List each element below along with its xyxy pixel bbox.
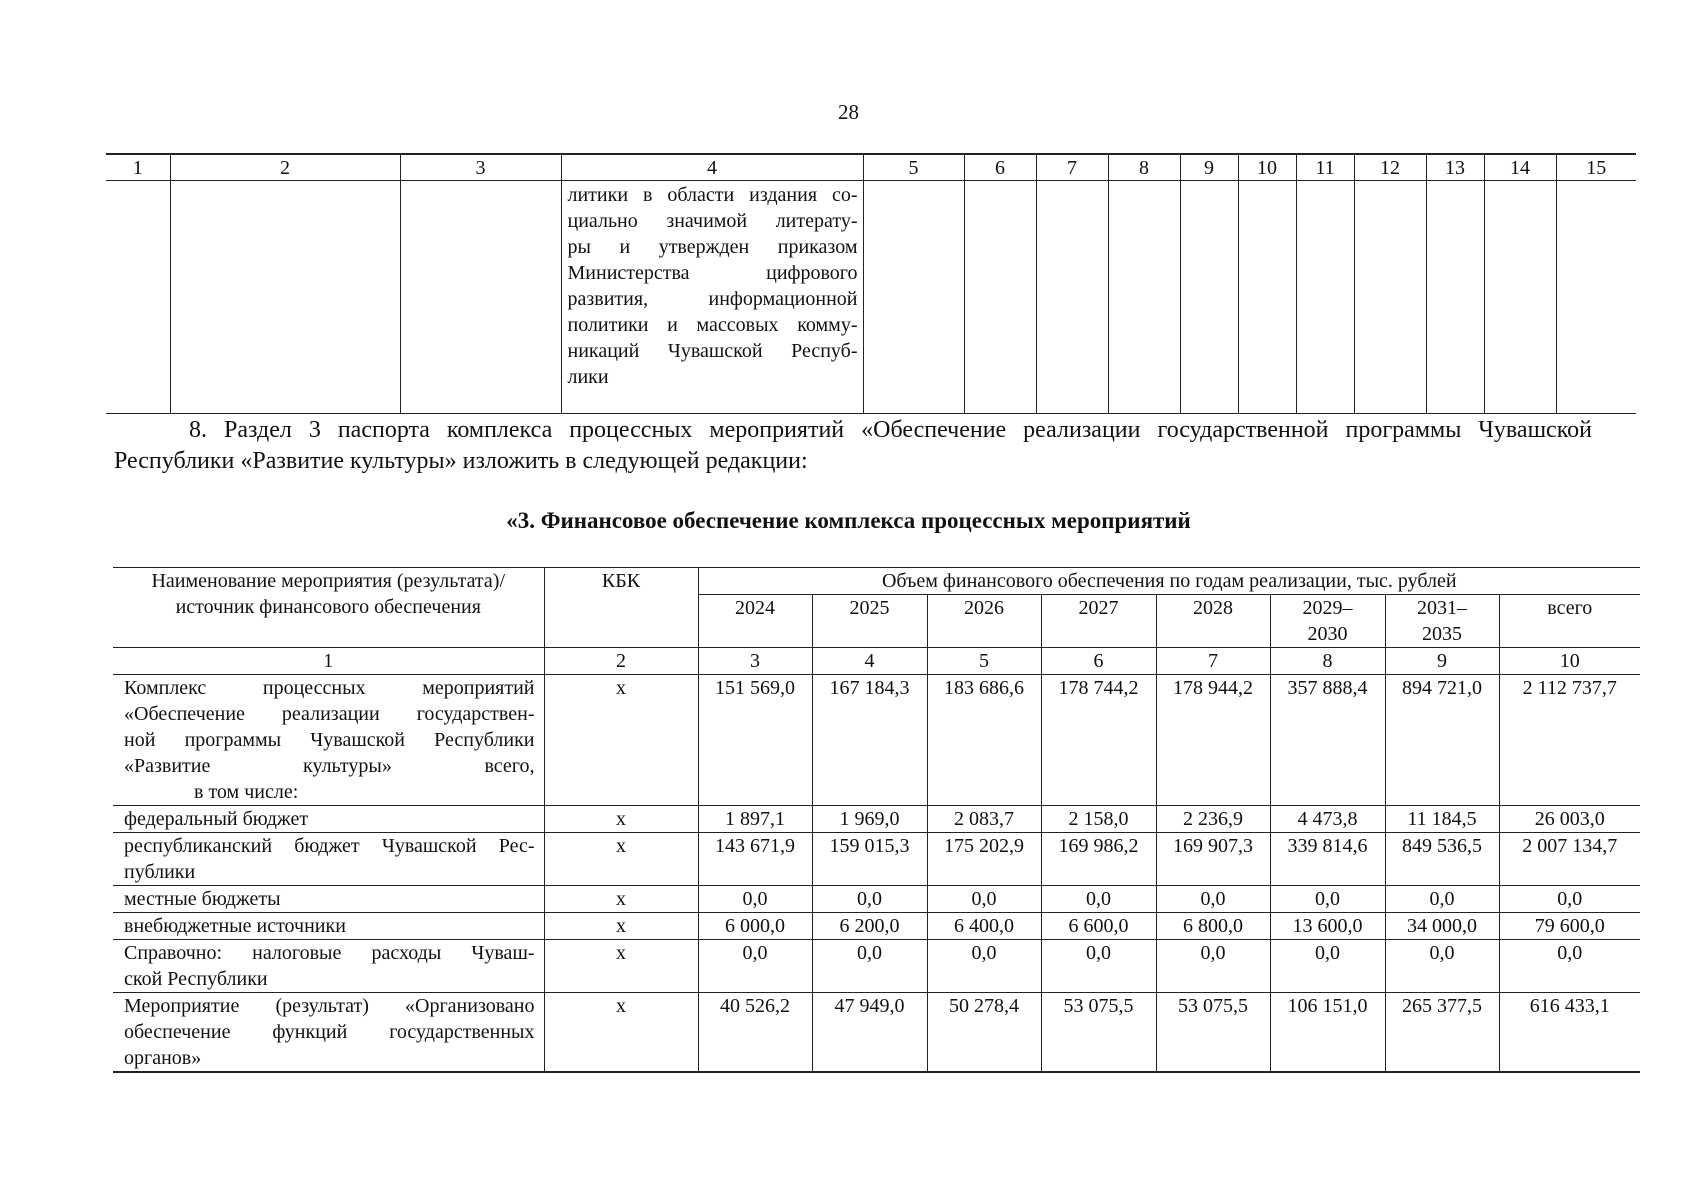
table-row — [113, 993, 1640, 1073]
value-cell: 6 000,0 — [698, 913, 812, 940]
value-cell: 169 907,3 — [1156, 833, 1270, 886]
row-name-cell — [113, 940, 544, 993]
value-cell: 357 888,4 — [1270, 675, 1385, 806]
year-header — [1041, 595, 1156, 648]
header-kbk-column: КБК — [544, 568, 698, 648]
table-cell — [1238, 181, 1296, 414]
value-cell: 2 158,0 — [1041, 806, 1156, 833]
table-row — [106, 181, 1636, 414]
table-row — [113, 913, 1640, 940]
text-line: федеральный бюджет — [124, 808, 309, 830]
text-line: «Развитие культуры» всего, — [124, 755, 535, 777]
table-cell — [1108, 181, 1180, 414]
value-cell: 265 377,5 — [1385, 993, 1499, 1073]
row-name-cell — [113, 993, 544, 1073]
value-cell: 167 184,3 — [812, 675, 927, 806]
table-row — [113, 806, 1640, 833]
column-number: 7 — [1156, 648, 1270, 675]
column-number-row — [113, 648, 1640, 675]
value-cell: 79 600,0 — [1499, 913, 1640, 940]
year-label: 2029– — [1302, 597, 1353, 619]
year-label: 2026 — [964, 597, 1004, 619]
text-line: внебюджетные источники — [124, 915, 346, 937]
finance-table — [113, 567, 1640, 1073]
year-label: всего — [1547, 597, 1593, 619]
year-header — [1156, 595, 1270, 648]
text-line: ской Республики — [124, 968, 268, 990]
value-cell: 50 278,4 — [927, 993, 1041, 1073]
column-number: 1 — [106, 154, 170, 181]
value-cell: 13 600,0 — [1270, 913, 1385, 940]
text-line: местные бюджеты — [124, 888, 281, 910]
column-number: 10 — [1238, 154, 1296, 181]
text-line: политики и массовых комму- — [567, 314, 858, 336]
amendment-paragraph: 8. Раздел 3 паспорта комплекса процессных мероприятий «Обеспечение реализации государственной программы Чувашской Республики «Развитие культуры» изложить в следующей редакции: — [114, 417, 1592, 474]
year-label: 2024 — [735, 597, 775, 619]
text-line: Комплекс процессных мероприятий — [124, 677, 535, 699]
value-cell: 0,0 — [1270, 886, 1385, 913]
value-cell: 151 569,0 — [698, 675, 812, 806]
measure-description-cell — [561, 181, 863, 414]
text-line: органов» — [124, 1047, 202, 1069]
page-number: 28 — [838, 100, 859, 124]
text-line: в том числе: — [194, 781, 299, 803]
value-cell: 894 721,0 — [1385, 675, 1499, 806]
value-cell: 0,0 — [1156, 886, 1270, 913]
value-cell: 6 800,0 — [1156, 913, 1270, 940]
column-number: 7 — [1036, 154, 1108, 181]
column-number: 11 — [1296, 154, 1354, 181]
year-header — [812, 595, 927, 648]
year-header — [698, 595, 812, 648]
kbk-cell: x — [544, 886, 698, 913]
kbk-cell: x — [544, 913, 698, 940]
value-cell: 0,0 — [1385, 940, 1499, 993]
value-cell: 616 433,1 — [1499, 993, 1640, 1073]
column-number: 4 — [812, 648, 927, 675]
column-number: 6 — [964, 154, 1036, 181]
table-cell — [1354, 181, 1426, 414]
value-cell: 47 949,0 — [812, 993, 927, 1073]
table-row — [113, 675, 1640, 806]
value-cell: 53 075,5 — [1041, 993, 1156, 1073]
value-cell: 0,0 — [1499, 886, 1640, 913]
header-volume-group: Объем финансового обеспечения по годам реализации, тыс. рублей — [698, 568, 1640, 595]
value-cell: 0,0 — [1041, 940, 1156, 993]
table-row — [113, 886, 1640, 913]
text-line: публики — [124, 861, 196, 883]
value-cell: 0,0 — [927, 940, 1041, 993]
value-cell: 34 000,0 — [1385, 913, 1499, 940]
column-number: 4 — [561, 154, 863, 181]
value-cell: 11 184,5 — [1385, 806, 1499, 833]
table-cell — [106, 181, 170, 414]
text-line: ры и утвержден приказом — [567, 236, 858, 258]
column-number: 12 — [1354, 154, 1426, 181]
value-cell: 40 526,2 — [698, 993, 812, 1073]
header-row — [113, 568, 1640, 595]
text-line: литики в области издания со- — [567, 184, 858, 206]
row-name-cell — [113, 886, 544, 913]
value-cell: 0,0 — [927, 886, 1041, 913]
year-header — [1499, 595, 1640, 648]
value-cell: 0,0 — [812, 940, 927, 993]
value-cell: 6 600,0 — [1041, 913, 1156, 940]
text-line: ной программы Чувашской Республики — [124, 729, 535, 751]
kbk-cell: x — [544, 675, 698, 806]
value-cell: 183 686,6 — [927, 675, 1041, 806]
column-number: 9 — [1180, 154, 1238, 181]
row-name-cell — [113, 913, 544, 940]
column-number: 14 — [1484, 154, 1556, 181]
value-cell: 178 944,2 — [1156, 675, 1270, 806]
value-cell: 0,0 — [1499, 940, 1640, 993]
value-cell: 2 007 134,7 — [1499, 833, 1640, 886]
year-label-cont: 2035 — [1422, 623, 1462, 645]
table-cell — [1426, 181, 1484, 414]
year-header — [1270, 595, 1385, 648]
text-line: лики — [567, 366, 609, 388]
value-cell: 6 200,0 — [812, 913, 927, 940]
value-cell: 0,0 — [1385, 886, 1499, 913]
year-header — [927, 595, 1041, 648]
value-cell: 2 236,9 — [1156, 806, 1270, 833]
year-header — [1385, 595, 1499, 648]
kbk-cell: x — [544, 806, 698, 833]
text-line: циально значимой литерату- — [567, 210, 858, 232]
value-cell: 178 744,2 — [1041, 675, 1156, 806]
column-number: 8 — [1270, 648, 1385, 675]
text-line: Справочно: налоговые расходы Чуваш- — [124, 942, 535, 964]
header-name-column: Наименование мероприятия (результата)/источник финансового обеспечения — [113, 568, 544, 648]
value-cell: 4 473,8 — [1270, 806, 1385, 833]
text-line: Мероприятие (результат) «Организовано — [124, 995, 535, 1017]
column-number: 9 — [1385, 648, 1499, 675]
value-cell: 0,0 — [698, 940, 812, 993]
value-cell: 0,0 — [1270, 940, 1385, 993]
value-cell: 26 003,0 — [1499, 806, 1640, 833]
text-line: развития, информационной — [567, 288, 858, 310]
year-label: 2028 — [1193, 597, 1233, 619]
table-cell — [170, 181, 400, 414]
year-label: 2031– — [1417, 597, 1467, 619]
value-cell: 53 075,5 — [1156, 993, 1270, 1073]
value-cell: 2 112 737,7 — [1499, 675, 1640, 806]
value-cell: 1 897,1 — [698, 806, 812, 833]
column-number: 3 — [400, 154, 561, 181]
table-cell — [400, 181, 561, 414]
column-number: 3 — [698, 648, 812, 675]
row-name-cell — [113, 675, 544, 806]
value-cell: 143 671,9 — [698, 833, 812, 886]
row-name-cell — [113, 833, 544, 886]
value-cell: 1 969,0 — [812, 806, 927, 833]
kbk-cell: x — [544, 833, 698, 886]
table-cell — [1036, 181, 1108, 414]
column-number: 13 — [1426, 154, 1484, 181]
continuation-table — [106, 153, 1636, 414]
column-number: 2 — [170, 154, 400, 181]
column-number: 6 — [1041, 648, 1156, 675]
column-number: 1 — [113, 648, 544, 675]
column-number: 5 — [927, 648, 1041, 675]
column-number: 8 — [1108, 154, 1180, 181]
value-cell: 0,0 — [1156, 940, 1270, 993]
year-label: 2025 — [849, 597, 890, 619]
table-cell — [964, 181, 1036, 414]
column-number: 10 — [1499, 648, 1640, 675]
year-label: 2027 — [1078, 597, 1119, 619]
column-number: 15 — [1556, 154, 1636, 181]
text-line: никаций Чувашской Респуб- — [567, 340, 858, 362]
table-row — [113, 833, 1640, 886]
value-cell: 0,0 — [1041, 886, 1156, 913]
text-line: обеспечение функций государственных — [124, 1021, 535, 1043]
section-title: «3. Финансовое обеспечение комплекса процессных мероприятий — [506, 508, 1191, 533]
value-cell: 6 400,0 — [927, 913, 1041, 940]
value-cell: 169 986,2 — [1041, 833, 1156, 886]
value-cell: 2 083,7 — [927, 806, 1041, 833]
value-cell: 849 536,5 — [1385, 833, 1499, 886]
table-cell — [1484, 181, 1556, 414]
table-row — [113, 940, 1640, 993]
column-number: 5 — [863, 154, 964, 181]
value-cell: 0,0 — [698, 886, 812, 913]
column-number-row — [106, 154, 1636, 181]
value-cell: 339 814,6 — [1270, 833, 1385, 886]
table-cell — [863, 181, 964, 414]
text-line: Министерства цифрового — [567, 262, 858, 284]
value-cell: 106 151,0 — [1270, 993, 1385, 1073]
kbk-cell: x — [544, 940, 698, 993]
value-cell: 175 202,9 — [927, 833, 1041, 886]
row-name-cell — [113, 806, 544, 833]
year-label-cont: 2030 — [1307, 623, 1348, 645]
text-line: «Обеспечение реализации государствен- — [124, 703, 535, 725]
kbk-cell: x — [544, 993, 698, 1073]
table-cell — [1180, 181, 1238, 414]
table-cell — [1556, 181, 1636, 414]
value-cell: 0,0 — [812, 886, 927, 913]
text-line: республиканский бюджет Чувашской Рес- — [124, 835, 535, 857]
value-cell: 159 015,3 — [812, 833, 927, 886]
table-cell — [1296, 181, 1354, 414]
column-number: 2 — [544, 648, 698, 675]
